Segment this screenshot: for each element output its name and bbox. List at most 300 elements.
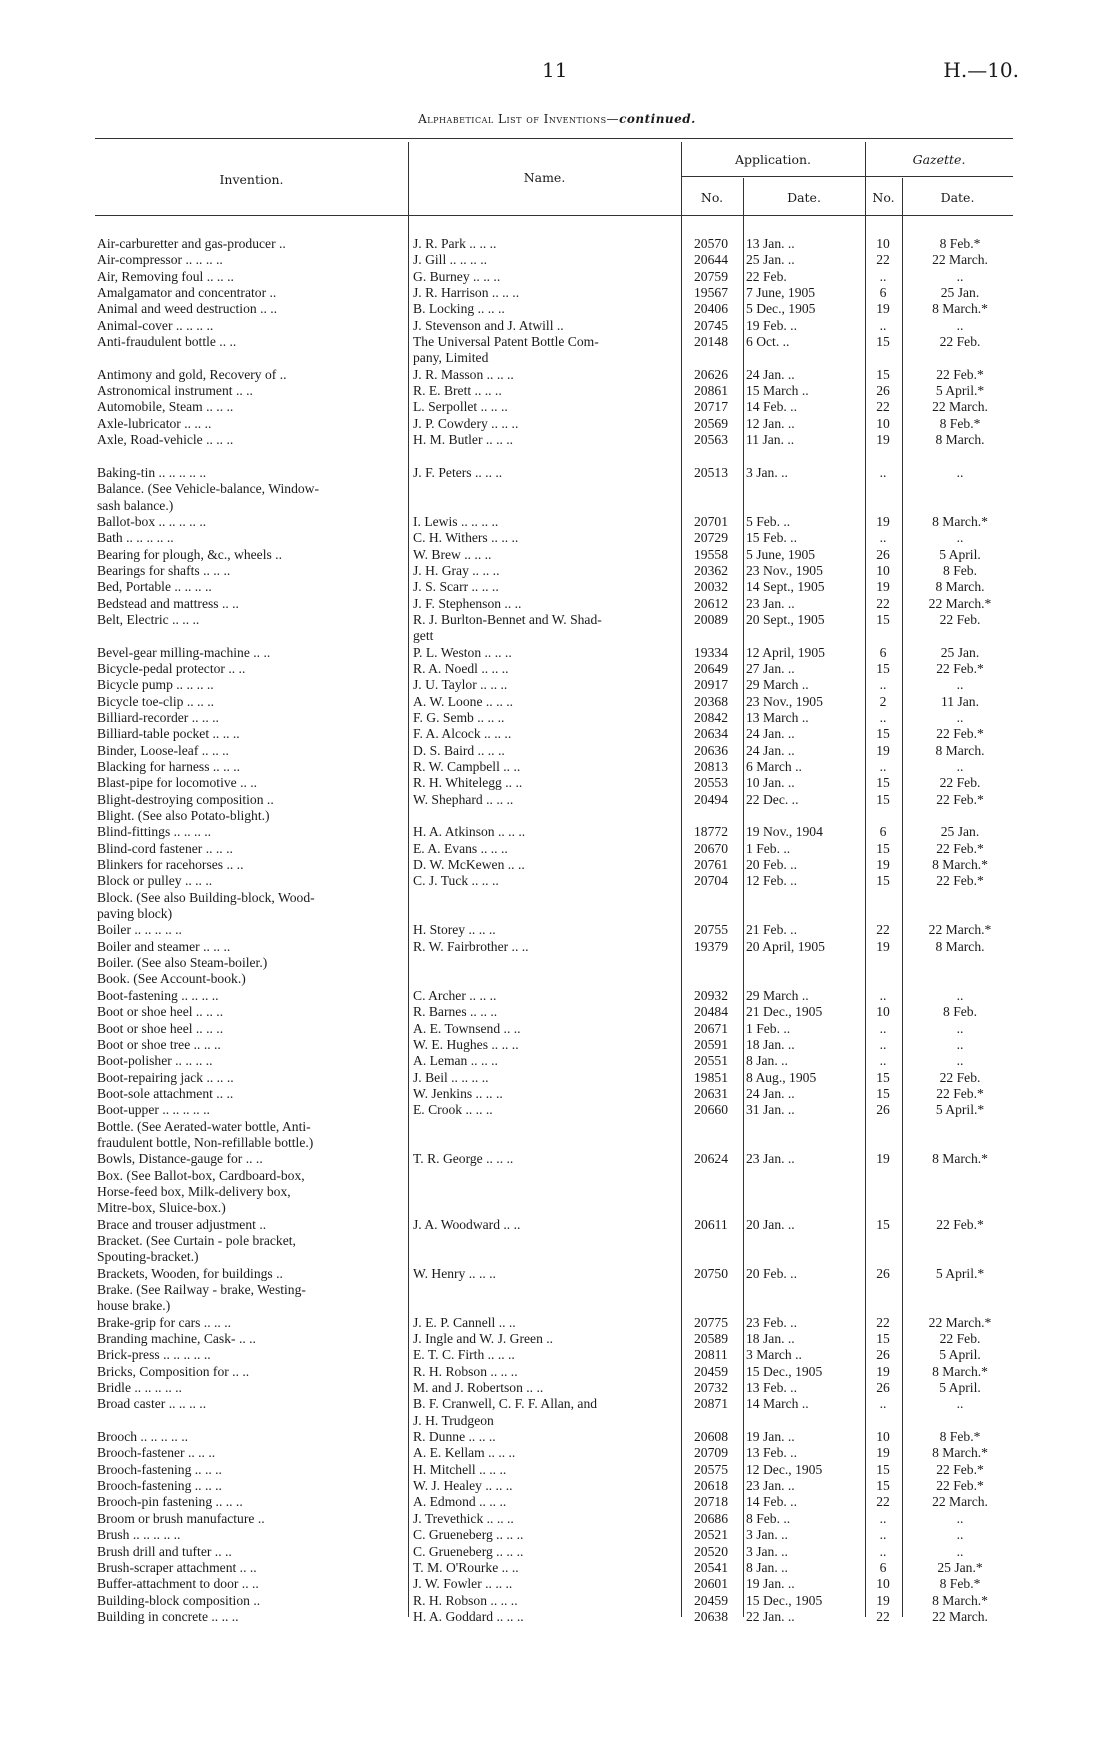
header-gazette: Gazette. <box>912 152 966 167</box>
app-no-cell: 19558 <box>694 546 728 562</box>
name-cell: J. H. Trudgeon <box>413 1412 494 1428</box>
table-row <box>0 236 1114 252</box>
gazette-no-cell: 10 <box>876 1004 890 1020</box>
app-date-cell: 24 Jan. .. <box>746 366 795 382</box>
invention-cell: house brake.) <box>97 1298 171 1314</box>
app-date-cell: 8 Feb. .. <box>746 1510 791 1526</box>
app-date-cell: 5 Feb. .. <box>746 513 791 529</box>
name-cell: D. S. Baird .. .. .. <box>413 742 505 758</box>
page-title <box>0 112 1114 126</box>
gazette-date-cell: .. <box>956 759 964 774</box>
table-row <box>0 694 1114 710</box>
name-cell: C. Archer .. .. .. <box>413 987 497 1003</box>
gazette-date-cell: 8 Feb.* <box>939 1429 981 1445</box>
name-cell: R. H. Robson .. .. .. <box>413 1363 518 1379</box>
app-no-cell: 20917 <box>694 677 728 693</box>
app-no-cell: 20570 <box>694 236 728 251</box>
app-date-cell: 19 Feb. .. <box>746 317 797 333</box>
invention-cell: Brooch .. .. .. .. .. <box>97 1429 188 1445</box>
app-no-cell: 20624 <box>694 1151 728 1167</box>
invention-cell: Boot-repairing jack .. .. .. <box>97 1069 234 1085</box>
name-cell: B. F. Cranwell, C. F. F. Allan, and <box>413 1396 598 1412</box>
invention-cell: Animal-cover .. .. .. .. <box>97 317 214 333</box>
app-date-cell: 29 March .. <box>746 677 809 693</box>
invention-cell: Brooch-fastening .. .. .. <box>97 1461 222 1477</box>
app-no-cell: 20709 <box>694 1445 728 1461</box>
gazette-no-cell: .. <box>879 1510 887 1526</box>
app-date-cell: 20 Feb. .. <box>746 1265 797 1281</box>
invention-cell: Broad caster .. .. .. .. <box>97 1396 207 1412</box>
app-date-cell: 22 Feb. <box>746 268 787 284</box>
table-row <box>0 1560 1114 1576</box>
gazette-date-cell: 8 March.* <box>932 301 988 317</box>
app-date-cell: 29 March .. <box>746 987 809 1003</box>
app-date-cell: 24 Jan. .. <box>746 742 795 758</box>
app-no-cell: 20520 <box>694 1543 728 1559</box>
table-row <box>0 1593 1114 1609</box>
invention-cell: Spouting-bracket.) <box>97 1249 199 1265</box>
table-row <box>0 743 1114 759</box>
header-name: Name. <box>523 170 566 185</box>
app-no-cell: 20608 <box>694 1429 728 1445</box>
invention-cell: Bicycle toe-clip .. .. .. <box>97 693 215 709</box>
app-date-cell: 25 Jan. .. <box>746 252 795 268</box>
invention-cell: Buffer-attachment to door .. .. <box>97 1576 259 1592</box>
name-cell: D. W. McKewen .. .. <box>413 857 525 873</box>
table-row <box>0 971 1114 987</box>
name-cell: L. Serpollet .. .. .. <box>413 399 508 415</box>
gazette-date-cell: 11 Jan. <box>940 693 979 709</box>
name-cell: R. H. Whitelegg .. .. <box>413 775 523 791</box>
name-cell: W. J. Healey .. .. .. <box>413 1478 513 1494</box>
app-date-cell: 12 Jan. .. <box>746 415 795 431</box>
gazette-date-cell: 5 April.* <box>935 383 985 399</box>
app-date-cell: 24 Jan. .. <box>746 1085 795 1101</box>
table-row <box>0 922 1114 938</box>
app-date-cell: 23 Jan. .. <box>746 1151 795 1167</box>
app-no-cell: 20626 <box>694 366 728 382</box>
app-date-cell: 6 Oct. .. <box>746 334 790 350</box>
app-date-cell: 23 Nov., 1905 <box>746 693 823 709</box>
gazette-date-cell: 22 Feb. <box>939 334 981 350</box>
gazette-date-cell: .. <box>956 677 964 693</box>
name-cell: C. Grueneberg .. .. .. <box>413 1543 524 1559</box>
name-cell: A. E. Townsend .. .. <box>413 1020 521 1036</box>
invention-cell: Bottle. (See Aerated-water bottle, Anti- <box>97 1118 311 1134</box>
table-row <box>0 759 1114 775</box>
invention-cell: Bearings for shafts .. .. .. <box>97 562 231 578</box>
app-date-cell: 5 Dec., 1905 <box>746 301 816 317</box>
app-no-cell: 20551 <box>694 1053 728 1069</box>
gazette-no-cell: 22 <box>876 922 890 938</box>
invention-cell: Air, Removing foul .. .. .. <box>97 268 234 284</box>
app-date-cell: 6 March .. <box>746 759 802 774</box>
invention-cell: Air-carburetter and gas-producer .. <box>97 236 286 251</box>
gazette-date-cell: .. <box>956 317 964 333</box>
invention-cell: Blast-pipe for locomotive .. .. <box>97 775 258 791</box>
name-cell: J. F. Stephenson .. .. <box>413 595 522 611</box>
app-date-cell: 1 Feb. .. <box>746 840 791 856</box>
gazette-date-cell: 5 April.* <box>935 1265 985 1281</box>
app-no-cell: 18772 <box>694 824 728 840</box>
table-row <box>0 1119 1114 1135</box>
invention-cell: Branding machine, Cask- .. .. <box>97 1331 256 1347</box>
gazette-date-cell: 22 March.* <box>928 922 992 938</box>
table-row <box>0 1347 1114 1363</box>
table-row <box>0 1184 1114 1200</box>
table-row <box>0 988 1114 1004</box>
table-row <box>0 1266 1114 1282</box>
table-row <box>0 1315 1114 1331</box>
app-date-cell: 15 Dec., 1905 <box>746 1592 823 1608</box>
name-cell: W. E. Hughes .. .. .. <box>413 1036 519 1052</box>
gazette-date-cell: 22 Feb.* <box>936 660 984 676</box>
name-cell: R. J. Burlton-Bennet and W. Shad- <box>413 611 602 627</box>
gazette-no-cell: 10 <box>876 415 890 431</box>
app-no-cell: 20612 <box>694 595 728 611</box>
app-no-cell: 20459 <box>694 1363 728 1379</box>
invention-cell: Bicycle pump .. .. .. .. <box>97 677 214 693</box>
gazette-date-cell: 8 March. <box>935 432 985 448</box>
app-date-cell: 3 Jan. .. <box>746 464 788 480</box>
table-row <box>0 857 1114 873</box>
gazette-no-cell: 15 <box>876 873 890 889</box>
name-cell: R. A. Noedl .. .. .. <box>413 660 509 676</box>
invention-cell: Bed, Portable .. .. .. .. <box>97 579 212 595</box>
table-row <box>0 563 1114 579</box>
gazette-no-cell: .. <box>879 709 887 725</box>
gazette-date-cell: 22 March. <box>932 399 988 415</box>
gazette-no-cell: 2 <box>879 693 887 709</box>
invention-cell: Billiard-table pocket .. .. .. <box>97 726 240 742</box>
table-row <box>0 1331 1114 1347</box>
app-no-cell: 20660 <box>694 1102 728 1118</box>
app-date-cell: 12 Dec., 1905 <box>746 1461 823 1477</box>
table-row <box>0 1004 1114 1020</box>
invention-cell: Horse-feed box, Milk-delivery box, <box>97 1183 291 1199</box>
gazette-no-cell: 19 <box>876 857 890 873</box>
gazette-date-cell: 25 Jan.* <box>937 1559 983 1575</box>
invention-cell: Axle, Road-vehicle .. .. .. <box>97 432 234 448</box>
app-no-cell: 19379 <box>694 938 728 954</box>
table-row <box>0 498 1114 514</box>
name-cell: J. Trevethick .. .. .. <box>413 1510 514 1526</box>
app-date-cell: 13 Feb. .. <box>746 1445 797 1461</box>
invention-cell: Blind-fittings .. .. .. .. <box>97 824 212 840</box>
table-row <box>0 792 1114 808</box>
gazette-date-cell: 8 Feb.* <box>939 236 981 251</box>
gazette-no-cell: 15 <box>876 1478 890 1494</box>
gazette-no-cell: .. <box>879 1036 887 1052</box>
gazette-no-cell: .. <box>879 677 887 693</box>
app-no-cell: 20729 <box>694 530 728 546</box>
table-row <box>0 906 1114 922</box>
table-row <box>0 939 1114 955</box>
app-sub-rule <box>681 176 1013 177</box>
table-row <box>0 612 1114 628</box>
gazette-date-cell: .. <box>956 1510 964 1526</box>
invention-cell: Brace and trouser adjustment .. <box>97 1216 267 1232</box>
invention-cell: Mitre-box, Sluice-box.) <box>97 1200 226 1216</box>
table-row <box>0 677 1114 693</box>
gazette-date-cell: 22 March. <box>932 1494 988 1510</box>
title-continued: continued. <box>619 112 696 126</box>
invention-cell: Brake-grip for cars .. .. .. <box>97 1314 231 1330</box>
name-cell: T. R. George .. .. .. <box>413 1151 514 1167</box>
gazette-date-cell: 5 April.* <box>935 1102 985 1118</box>
table-row <box>0 1135 1114 1151</box>
invention-cell: Bracket. (See Curtain - pole bracket, <box>97 1232 296 1248</box>
name-cell: J. E. P. Cannell .. .. <box>413 1314 516 1330</box>
gazette-no-cell: 15 <box>876 611 890 627</box>
app-no-cell: 20575 <box>694 1461 728 1477</box>
gazette-date-cell: 22 Feb. <box>939 1069 981 1085</box>
gazette-no-cell: 26 <box>876 1347 890 1363</box>
app-date-cell: 8 Aug., 1905 <box>746 1069 817 1085</box>
app-date-cell: 27 Jan. .. <box>746 660 795 676</box>
name-cell: R. Barnes .. .. .. <box>413 1004 498 1020</box>
app-no-cell: 20032 <box>694 579 728 595</box>
table-row <box>0 1086 1114 1102</box>
app-date-cell: 7 June, 1905 <box>746 285 816 301</box>
gazette-date-cell: 22 Feb.* <box>936 1461 984 1477</box>
app-date-cell: 5 June, 1905 <box>746 546 816 562</box>
gazette-no-cell: 19 <box>876 1592 890 1608</box>
name-cell: H. Storey .. .. .. <box>413 922 496 938</box>
name-cell: A. W. Loone .. .. .. <box>413 693 514 709</box>
gazette-no-cell: 15 <box>876 1461 890 1477</box>
gazette-no-cell: 19 <box>876 742 890 758</box>
table-row <box>0 890 1114 906</box>
table-row <box>0 1037 1114 1053</box>
table-row <box>0 367 1114 383</box>
gazette-date-cell: .. <box>956 1036 964 1052</box>
invention-cell: Binder, Loose-leaf .. .. .. <box>97 742 229 758</box>
invention-table-body <box>0 236 1114 1625</box>
table-row <box>0 1413 1114 1429</box>
gazette-no-cell: 19 <box>876 1363 890 1379</box>
table-row <box>0 1396 1114 1412</box>
invention-cell: Boot or shoe heel .. .. .. <box>97 1004 224 1020</box>
name-cell: W. Jenkins .. .. .. <box>413 1085 503 1101</box>
app-date-cell: 20 Jan. .. <box>746 1216 795 1232</box>
gazette-no-cell: 26 <box>876 546 890 562</box>
table-row <box>0 530 1114 546</box>
app-no-cell: 20717 <box>694 399 728 415</box>
gazette-no-cell: 15 <box>876 1216 890 1232</box>
invention-cell: Boot-polisher .. .. .. .. <box>97 1053 213 1069</box>
gazette-date-cell: 8 March.* <box>932 1151 988 1167</box>
header-gaz-no: No. <box>872 190 895 205</box>
invention-cell: Boot-sole attachment .. .. <box>97 1085 234 1101</box>
gazette-no-cell: 19 <box>876 301 890 317</box>
name-cell: J. S. Scarr .. .. .. <box>413 579 499 595</box>
gazette-no-cell: 26 <box>876 383 890 399</box>
app-date-cell: 18 Jan. .. <box>746 1036 795 1052</box>
name-cell: A. E. Kellam .. .. .. <box>413 1445 516 1461</box>
gazette-no-cell: .. <box>879 268 887 284</box>
invention-cell: Billiard-recorder .. .. .. <box>97 709 219 725</box>
invention-cell: Brooch-fastener .. .. .. <box>97 1445 216 1461</box>
app-no-cell: 20589 <box>694 1331 728 1347</box>
invention-cell: Animal and weed destruction .. .. <box>97 301 278 317</box>
gazette-no-cell: .. <box>879 464 887 480</box>
app-no-cell: 20618 <box>694 1478 728 1494</box>
gazette-date-cell: 8 Feb.* <box>939 415 981 431</box>
app-no-cell: 20732 <box>694 1380 728 1396</box>
table-row <box>0 1249 1114 1265</box>
app-no-cell: 20601 <box>694 1576 728 1592</box>
gazette-no-cell: .. <box>879 1053 887 1069</box>
table-row <box>0 1282 1114 1298</box>
gazette-no-cell: 15 <box>876 840 890 856</box>
table-row <box>0 661 1114 677</box>
invention-cell: Astronomical instrument .. .. <box>97 383 253 399</box>
app-date-cell: 12 Feb. .. <box>746 873 797 889</box>
table-row <box>0 1217 1114 1233</box>
gazette-no-cell: 19 <box>876 938 890 954</box>
app-no-cell: 20649 <box>694 660 728 676</box>
app-no-cell: 20759 <box>694 268 728 284</box>
invention-cell: Blight-destroying composition .. <box>97 791 274 807</box>
app-no-cell: 20638 <box>694 1608 728 1624</box>
gazette-date-cell: .. <box>956 530 964 546</box>
name-cell: R. E. Brett .. .. .. <box>413 383 502 399</box>
invention-cell: fraudulent bottle, Non-refillable bottle.) <box>97 1134 314 1150</box>
gazette-date-cell: 25 Jan. <box>940 285 980 301</box>
gazette-no-cell: 6 <box>879 644 887 660</box>
invention-cell: Brake. (See Railway - brake, Westing- <box>97 1282 306 1297</box>
table-row <box>0 334 1114 350</box>
name-cell: J. R. Masson .. .. .. <box>413 366 514 382</box>
gazette-date-cell: 8 March.* <box>932 513 988 529</box>
gazette-no-cell: 19 <box>876 432 890 448</box>
header-gaz-date: Date. <box>940 190 975 205</box>
app-no-cell: 20701 <box>694 513 728 529</box>
name-cell: J. Ingle and W. J. Green .. <box>413 1331 554 1347</box>
table-row <box>0 252 1114 268</box>
gazette-date-cell: 22 Feb.* <box>936 873 984 889</box>
name-cell: W. Shephard .. .. .. <box>413 791 514 807</box>
gazette-date-cell: 22 Feb. <box>939 1331 981 1347</box>
app-no-cell: 20932 <box>694 987 728 1003</box>
app-no-cell: 20513 <box>694 464 728 480</box>
table-row <box>0 1364 1114 1380</box>
name-cell: A. Leman .. .. .. <box>413 1053 498 1069</box>
app-date-cell: 22 Dec. .. <box>746 791 799 807</box>
app-date-cell: 14 March .. <box>746 1396 809 1412</box>
table-row <box>0 824 1114 840</box>
invention-cell: Brooch-fastening .. .. .. <box>97 1478 222 1494</box>
invention-cell: Boiler. (See also Steam-boiler.) <box>97 955 268 971</box>
gazette-date-cell: 8 March. <box>935 938 985 954</box>
gazette-date-cell: 8 Feb. <box>943 562 977 578</box>
gazette-no-cell: 22 <box>876 399 890 415</box>
gazette-no-cell: 15 <box>876 1331 890 1347</box>
name-cell: E. T. C. Firth .. .. .. <box>413 1347 515 1363</box>
app-no-cell: 20755 <box>694 922 728 938</box>
name-cell: J. W. Fowler .. .. .. <box>413 1576 513 1592</box>
invention-cell: Anti-fraudulent bottle .. .. <box>97 334 237 350</box>
header-application: Application. <box>734 152 812 167</box>
invention-cell: Bicycle-pedal protector .. .. <box>97 660 246 676</box>
invention-cell: Bridle .. .. .. .. .. <box>97 1380 182 1396</box>
invention-cell: Block or pulley .. .. .. <box>97 873 213 889</box>
name-cell: H. Mitchell .. .. .. <box>413 1461 507 1477</box>
app-no-cell: 19567 <box>694 285 728 301</box>
gazette-no-cell: .. <box>879 987 887 1003</box>
app-no-cell: 20089 <box>694 611 728 627</box>
table-row <box>0 775 1114 791</box>
gazette-date-cell: .. <box>956 709 964 725</box>
gazette-date-cell: .. <box>956 1543 964 1559</box>
table-row <box>0 1478 1114 1494</box>
gazette-date-cell: 5 April. <box>939 1380 981 1396</box>
app-no-cell: 20636 <box>694 742 728 758</box>
invention-cell: Brush .. .. .. .. .. <box>97 1527 181 1543</box>
name-cell: gett <box>413 628 434 644</box>
app-date-cell: 18 Jan. .. <box>746 1331 795 1347</box>
invention-cell: Blinkers for racehorses .. .. <box>97 857 244 873</box>
invention-cell: Brackets, Wooden, for buildings .. <box>97 1265 283 1281</box>
invention-cell: Blacking for harness .. .. .. <box>97 759 241 774</box>
name-cell: R. Dunne .. .. .. <box>413 1429 496 1445</box>
app-no-cell: 19334 <box>694 644 728 660</box>
app-date-cell: 13 Jan. .. <box>746 236 795 251</box>
name-cell: G. Burney .. .. .. <box>413 268 501 284</box>
invention-cell: Box. (See Ballot-box, Cardboard-box, <box>97 1167 305 1183</box>
name-cell: F. A. Alcock .. .. .. <box>413 726 512 742</box>
invention-cell: Boot or shoe tree .. .. .. <box>97 1036 221 1052</box>
table-row <box>0 808 1114 824</box>
gazette-no-cell: 10 <box>876 1576 890 1592</box>
name-cell: J. Gill .. .. .. .. <box>413 252 488 268</box>
invention-cell: Bearing for plough, &c., wheels .. <box>97 546 282 562</box>
header-app-no: No. <box>700 190 724 205</box>
app-date-cell: 13 March .. <box>746 709 809 725</box>
page-number: 11 <box>542 58 568 82</box>
invention-cell: Balance. (See Vehicle-balance, Window- <box>97 481 320 497</box>
app-no-cell: 20148 <box>694 334 728 350</box>
gazette-date-cell: .. <box>956 1053 964 1069</box>
gazette-no-cell: .. <box>879 1396 887 1412</box>
app-date-cell: 19 Jan. .. <box>746 1576 795 1592</box>
app-no-cell: 19851 <box>694 1069 728 1085</box>
name-cell: R. H. Robson .. .. .. <box>413 1592 518 1608</box>
table-row <box>0 955 1114 971</box>
gazette-date-cell: 22 March.* <box>928 595 992 611</box>
app-no-cell: 20813 <box>694 759 728 774</box>
name-cell: H. A. Atkinson .. .. .. <box>413 824 526 840</box>
gazette-no-cell: .. <box>879 317 887 333</box>
table-row <box>0 873 1114 889</box>
gazette-date-cell: 8 March.* <box>932 1445 988 1461</box>
table-row <box>0 1511 1114 1527</box>
table-row <box>0 350 1114 366</box>
gazette-date-cell: 22 Feb.* <box>936 840 984 856</box>
gazette-date-cell: 22 Feb.* <box>936 366 984 382</box>
app-no-cell: 20871 <box>694 1396 728 1412</box>
table-row <box>0 1462 1114 1478</box>
name-cell: J. Beil .. .. .. .. <box>413 1069 489 1085</box>
app-no-cell: 20745 <box>694 317 728 333</box>
gazette-date-cell: 22 Feb. <box>939 775 981 791</box>
app-date-cell: 23 Jan. .. <box>746 595 795 611</box>
gazette-no-cell: 22 <box>876 1608 890 1624</box>
gazette-no-cell: 15 <box>876 334 890 350</box>
table-row <box>0 1102 1114 1118</box>
table-row <box>0 448 1114 464</box>
